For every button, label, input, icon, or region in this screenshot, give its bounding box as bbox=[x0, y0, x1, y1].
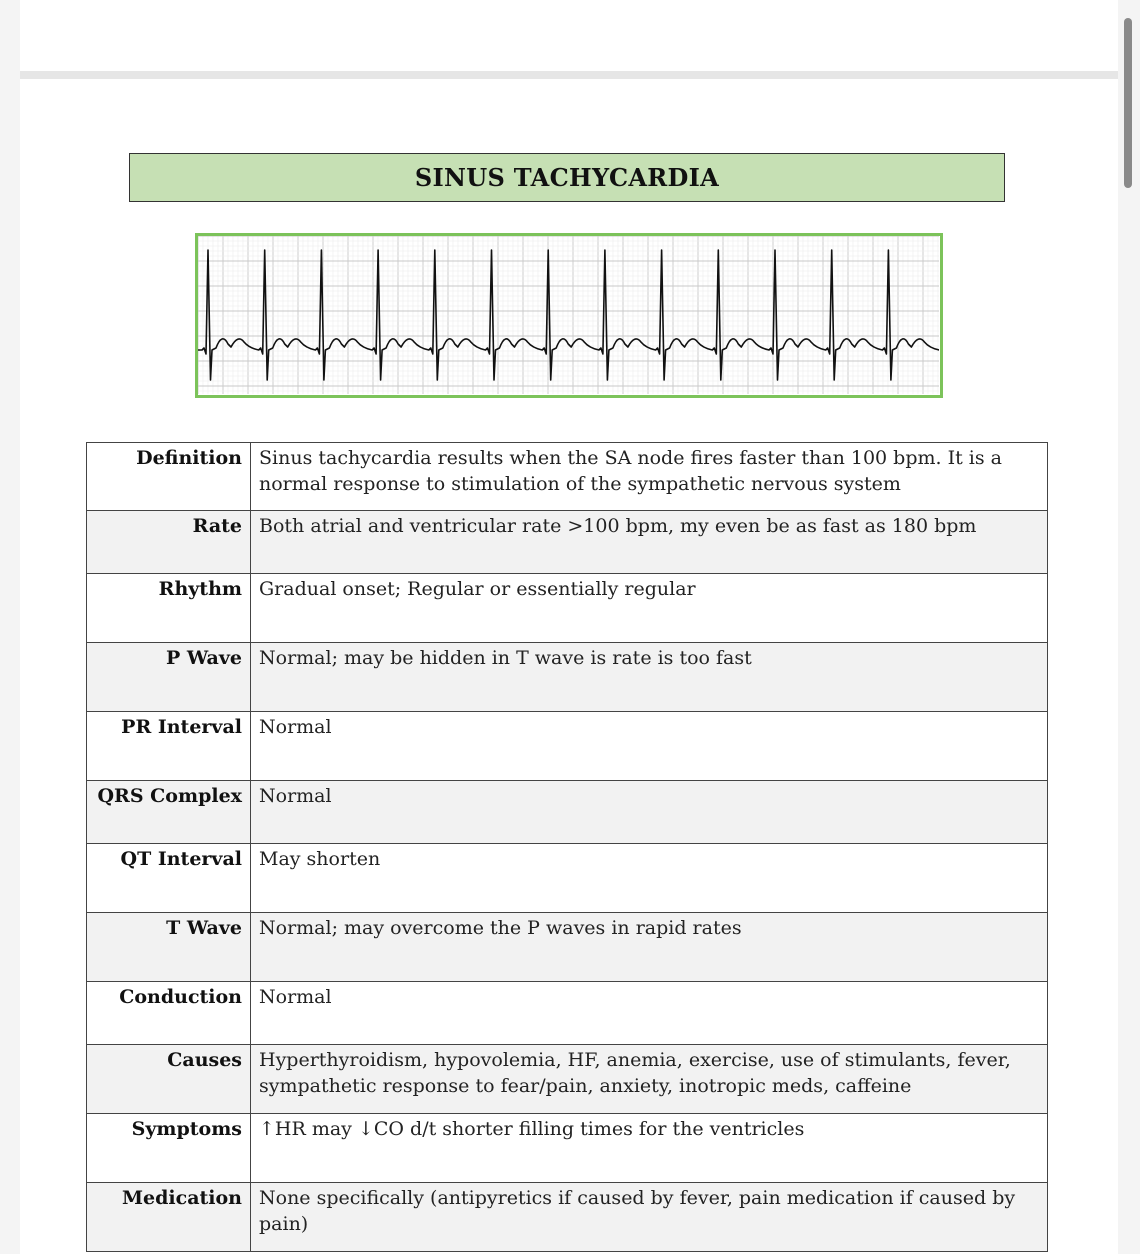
table-row bbox=[87, 1183, 1048, 1252]
table-row bbox=[87, 643, 1048, 712]
table-row bbox=[87, 443, 1048, 511]
table-row bbox=[87, 511, 1048, 574]
row-label: Medication bbox=[87, 1183, 251, 1252]
scrollbar-track[interactable] bbox=[1118, 0, 1140, 1254]
table-row bbox=[87, 1114, 1048, 1183]
ecg-grid bbox=[198, 236, 939, 394]
title-box bbox=[129, 153, 1005, 202]
table-row bbox=[87, 781, 1048, 844]
table-row bbox=[87, 1045, 1048, 1114]
row-value: Sinus tachycardia results when the SA node fires faster than 100 bpm. It is a normal response to stimulation of the sympathetic nervous system bbox=[251, 443, 1048, 511]
row-value: Both atrial and ventricular rate >100 bpm, my even be as fast as 180 bpm bbox=[251, 511, 1048, 574]
row-label: Conduction bbox=[87, 982, 251, 1045]
row-label: T Wave bbox=[87, 913, 251, 982]
row-label: Symptoms bbox=[87, 1114, 251, 1183]
info-table bbox=[86, 442, 1048, 1252]
row-value: May shorten bbox=[251, 844, 1048, 913]
row-label: QT Interval bbox=[87, 844, 251, 913]
row-value: Normal; may be hidden in T wave is rate is too fast bbox=[251, 643, 1048, 712]
row-value: Normal bbox=[251, 982, 1048, 1045]
row-label: Causes bbox=[87, 1045, 251, 1114]
ecg-waveform bbox=[198, 236, 939, 394]
table-row bbox=[87, 574, 1048, 643]
row-value: Normal bbox=[251, 781, 1048, 844]
row-value: Gradual onset; Regular or essentially regular bbox=[251, 574, 1048, 643]
row-label: Rhythm bbox=[87, 574, 251, 643]
row-value: Normal bbox=[251, 712, 1048, 781]
table-row bbox=[87, 982, 1048, 1045]
ecg-strip-image bbox=[195, 233, 943, 398]
scrollbar-thumb[interactable] bbox=[1124, 18, 1132, 188]
table-row bbox=[87, 712, 1048, 781]
row-value: None specifically (antipyretics if caused by fever, pain medication if caused by pain) bbox=[251, 1183, 1048, 1252]
row-label: QRS Complex bbox=[87, 781, 251, 844]
row-label: P Wave bbox=[87, 643, 251, 712]
row-label: PR Interval bbox=[87, 712, 251, 781]
row-value: Hyperthyroidism, hypovolemia, HF, anemia, exercise, use of stimulants, fever, sympathetic response to fear/pain, anxiety, inotropic meds, caffeine bbox=[251, 1045, 1048, 1114]
page-title: SINUS TACHYCARDIA bbox=[414, 163, 720, 192]
table-row bbox=[87, 844, 1048, 913]
row-value: Normal; may overcome the P waves in rapid rates bbox=[251, 913, 1048, 982]
top-divider bbox=[20, 71, 1118, 79]
row-value: ↑HR may ↓CO d/t shorter filling times for the ventricles bbox=[251, 1114, 1048, 1183]
table-row bbox=[87, 913, 1048, 982]
row-label: Rate bbox=[87, 511, 251, 574]
row-label: Definition bbox=[87, 443, 251, 511]
